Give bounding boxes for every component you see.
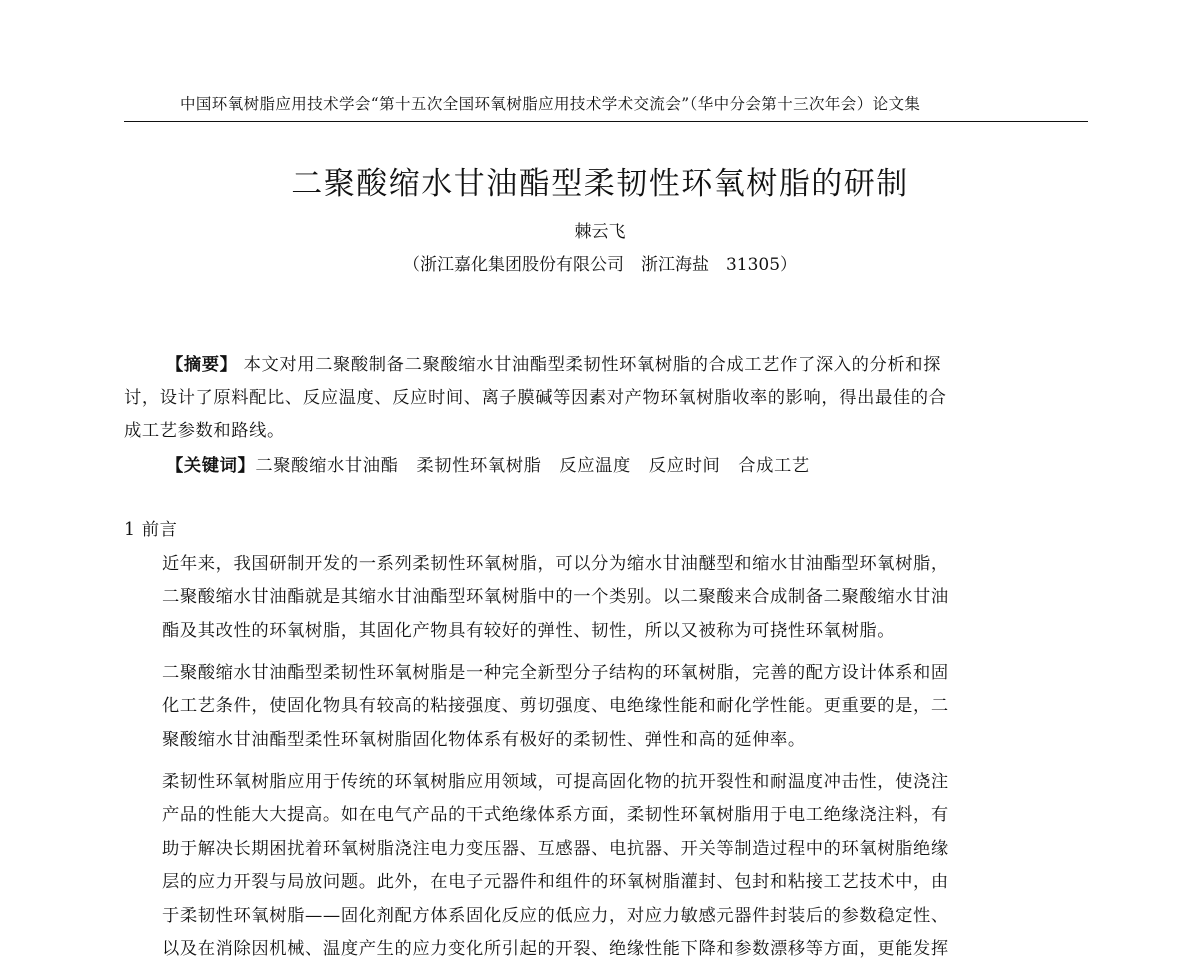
- body-line: 二聚酸缩水甘油酯就是其缩水甘油酯型环氧树脂中的一个类别。以二聚酸来合成制备二聚酸缩水甘油: [162, 587, 949, 607]
- body-line: 于柔韧性环氧树脂——固化剂配方体系固化反应的低应力，对应力敏感元器件封装后的参数稳定性、: [162, 906, 949, 926]
- paper-title: 二聚酸缩水甘油酯型柔韧性环氧树脂的研制: [291, 166, 909, 202]
- body-line: 柔韧性环氧树脂应用于传统的环氧树脂应用领域，可提高固化物的抗开裂性和耐温度冲击性，使浇注: [162, 772, 949, 792]
- header-rule: [124, 121, 1088, 122]
- body-line: 以及在消除因机械、温度产生的应力变化所引起的开裂、绝缘性能下降和参数漂移等方面，更能发挥: [162, 939, 949, 959]
- abstract-label: 【摘要】: [166, 355, 238, 375]
- keywords-text: 二聚酸缩水甘油酯 柔韧性环氧树脂 反应温度 反应时间 合成工艺: [255, 456, 810, 476]
- keywords-line: [166, 451, 810, 476]
- section-heading: 1 前言: [124, 520, 178, 540]
- author-name: 棘云飞: [574, 222, 626, 242]
- body-line: 二聚酸缩水甘油酯型柔韧性环氧树脂是一种完全新型分子结构的环氧树脂，完善的配方设计体系和固: [162, 663, 949, 683]
- body-line: 层的应力开裂与局放问题。此外，在电子元器件和组件的环氧树脂灌封、包封和粘接工艺技术中，由: [162, 872, 949, 892]
- abstract-text: 本文对用二聚酸制备二聚酸缩水甘油酯型柔韧性环氧树脂的合成工艺作了深入的分析和探: [243, 355, 941, 375]
- running-head: 中国环氧树脂应用技术学会“第十五次全国环氧树脂应用技术学术交流会”（华中分会第十三次年会）论文集: [180, 95, 921, 113]
- author-affiliation: （浙江嘉化集团股份有限公司 浙江海盐 31305）: [402, 255, 798, 275]
- body-line: 酯及其改性的环氧树脂，其固化产物具有较好的弹性、韧性，所以又被称为可挠性环氧树脂。: [162, 621, 896, 641]
- abstract-line: 成工艺参数和路线。: [124, 421, 285, 441]
- body-line: 近年来，我国研制开发的一系列柔韧性环氧树脂，可以分为缩水甘油醚型和缩水甘油酯型环氧树脂，: [162, 554, 949, 574]
- abstract-line: 讨，设计了原料配比、反应温度、反应时间、离子膜碱等因素对产物环氧树脂收率的影响，得出最佳的合: [124, 388, 947, 408]
- body-line: 产品的性能大大提高。如在电气产品的干式绝缘体系方面，柔韧性环氧树脂用于电工绝缘浇注料，有: [162, 805, 949, 825]
- body-line: 聚酸缩水甘油酯型柔性环氧树脂固化物体系有极好的柔韧性、弹性和高的延伸率。: [162, 730, 806, 750]
- body-line: 助于解决长期困扰着环氧树脂浇注电力变压器、互感器、电抗器、开关等制造过程中的环氧树脂绝缘: [162, 839, 949, 859]
- abstract-line: [166, 350, 941, 375]
- body-line: 化工艺条件，使固化物具有较高的粘接强度、剪切强度、电绝缘性能和耐化学性能。更重要的是，二: [162, 696, 949, 716]
- keywords-label: 【关键词】: [166, 456, 256, 476]
